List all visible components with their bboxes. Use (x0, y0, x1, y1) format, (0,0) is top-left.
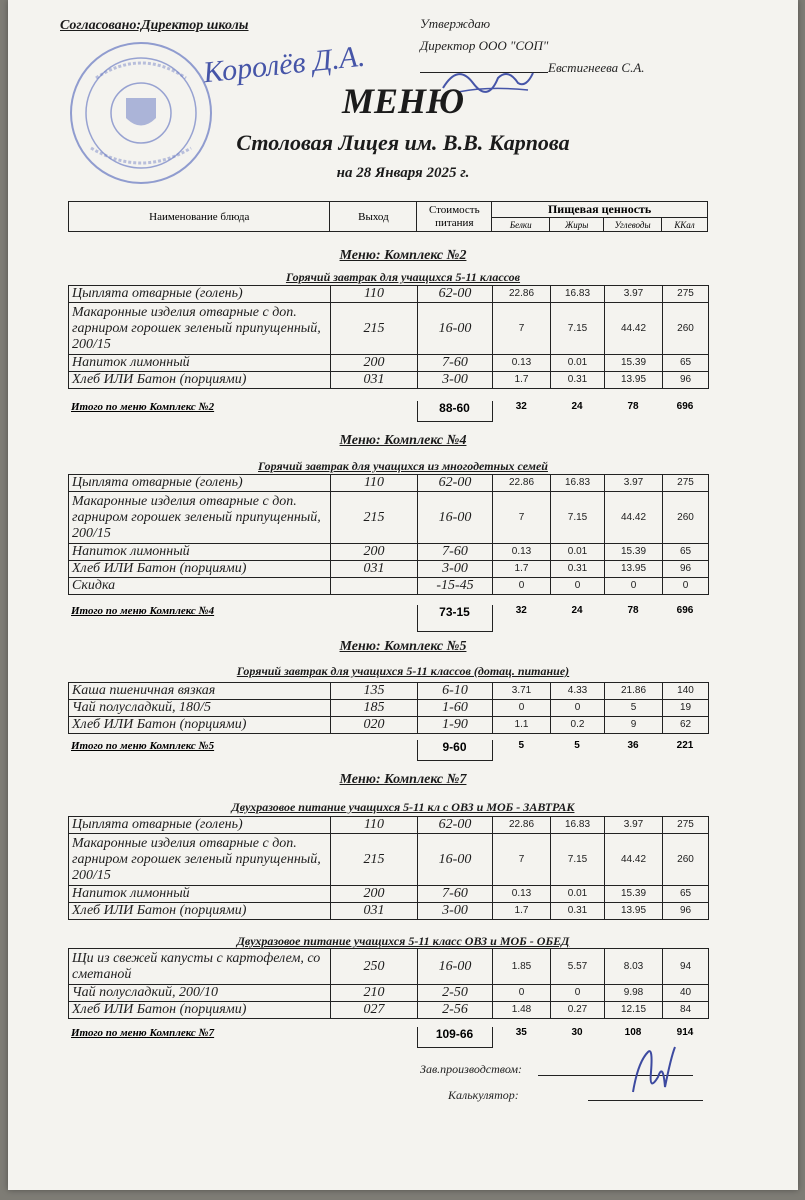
section-subtitle-lunch: Двухразовое питание учащихся 5-11 класс ОВЗ и МОБ - ОБЕД (236, 934, 570, 948)
dish-output: 135 (331, 683, 418, 700)
dish-carbs: 44.42 (605, 303, 663, 355)
table-row (69, 286, 709, 303)
col-carbs: Углеводы (604, 218, 662, 232)
dish-output: 200 (331, 544, 418, 561)
dish-protein: 7 (493, 492, 551, 544)
table-row (69, 372, 709, 389)
dish-protein: 0 (493, 578, 551, 595)
dish-carbs: 0 (605, 578, 663, 595)
dish-carbs: 3.97 (605, 817, 663, 834)
dish-output: 031 (331, 903, 418, 920)
section-subtitle: Горячий завтрак для учащихся из многодетных семей (258, 459, 548, 473)
dish-output: 210 (331, 985, 418, 1002)
dish-name: Хлеб ИЛИ Батон (порциями) (69, 372, 331, 389)
approved-role: Директор ООО "СОП" (420, 38, 549, 53)
dish-kcal: 96 (663, 561, 709, 578)
total-cost: 9-60 (417, 740, 492, 760)
dish-cost: 3-00 (418, 561, 493, 578)
dish-fat: 0.2 (551, 717, 605, 734)
col-kcal: ККал (662, 218, 708, 232)
col-nutrition: Пищевая ценность (492, 202, 708, 218)
dish-protein: 1.1 (493, 717, 551, 734)
dish-kcal: 275 (663, 475, 709, 492)
section-subtitle: Горячий завтрак для учащихся 5-11 классов (дотац. питание) (236, 664, 570, 678)
dish-protein: 0.13 (493, 886, 551, 903)
total-carbs: 108 (624, 1027, 642, 1038)
dish-fat: 4.33 (551, 683, 605, 700)
dish-kcal: 0 (663, 578, 709, 595)
calculator-label: Калькулятор: (448, 1088, 519, 1102)
dish-protein: 7 (493, 834, 551, 886)
dish-output: 110 (331, 286, 418, 303)
total-carbs: 78 (627, 401, 639, 412)
dish-cost: 62-00 (418, 817, 493, 834)
total-cost: 109-66 (417, 1027, 492, 1047)
total-label: Итого по меню Комплекс №2 (71, 401, 215, 413)
dish-cost: 16-00 (418, 303, 493, 355)
dish-kcal: 62 (663, 717, 709, 734)
dish-fat: 7.15 (551, 303, 605, 355)
table-row (69, 475, 709, 492)
dish-carbs: 9 (605, 717, 663, 734)
dish-output: 200 (331, 886, 418, 903)
calculator-signature-line (588, 1100, 703, 1101)
dish-fat: 0.01 (551, 355, 605, 372)
dish-protein: 3.71 (493, 683, 551, 700)
dish-protein: 22.86 (493, 475, 551, 492)
dish-output: 215 (331, 834, 418, 886)
total-fat: 24 (571, 605, 583, 616)
table-row (69, 817, 709, 834)
dish-cost: 7-60 (418, 544, 493, 561)
dish-fat: 7.15 (551, 834, 605, 886)
total-carbs: 36 (627, 740, 639, 751)
table-row (69, 717, 709, 734)
dish-protein: 0 (493, 700, 551, 717)
dish-fat: 16.83 (551, 475, 605, 492)
total-label: Итого по меню Комплекс №5 (71, 740, 215, 752)
dish-fat: 16.83 (551, 817, 605, 834)
dish-fat: 0 (551, 700, 605, 717)
dish-cost: 16-00 (418, 492, 493, 544)
table-row (69, 303, 709, 355)
total-kcal: 221 (676, 740, 694, 751)
section-title: Меню: Комплекс №2 (339, 248, 467, 263)
dish-carbs: 15.39 (605, 355, 663, 372)
dish-name: Хлеб ИЛИ Батон (порциями) (69, 903, 331, 920)
table-row (69, 903, 709, 920)
total-fat: 24 (571, 401, 583, 412)
section-total (68, 1027, 708, 1048)
dish-cost: 2-50 (418, 985, 493, 1002)
dish-name: Макаронные изделия отварные с доп. гарниром горошек зеленый припущенный, 200/15 (69, 834, 331, 886)
table-row (69, 492, 709, 544)
dish-name: Макаронные изделия отварные с доп. гарниром горошек зеленый припущенный, 200/15 (69, 303, 331, 355)
total-cost: 73-15 (417, 605, 492, 631)
dish-carbs: 9.98 (605, 985, 663, 1002)
handwritten-signature: Королёв Д.А. (201, 39, 367, 90)
column-header (68, 201, 708, 232)
approved-word: Утверждаю (420, 16, 491, 31)
dish-output: 250 (331, 949, 418, 985)
dish-kcal: 260 (663, 303, 709, 355)
col-fat: Жиры (550, 218, 604, 232)
dish-fat: 0.31 (551, 561, 605, 578)
dish-cost: 1-60 (418, 700, 493, 717)
calculator-signature-icon (623, 1042, 683, 1097)
dish-kcal: 260 (663, 492, 709, 544)
dish-fat: 16.83 (551, 286, 605, 303)
dish-output (331, 578, 418, 595)
dish-name: Щи из свежей капусты с картофелем, со сметаной (69, 949, 331, 985)
dish-carbs: 5 (605, 700, 663, 717)
section-title: Меню: Комплекс №7 (339, 772, 467, 787)
dish-protein: 1.7 (493, 903, 551, 920)
table-row (69, 985, 709, 1002)
dish-kcal: 96 (663, 372, 709, 389)
total-fat: 30 (571, 1027, 583, 1038)
canteen-name: Столовая Лицея им. В.В. Карпова (236, 130, 570, 155)
dish-output: 031 (331, 561, 418, 578)
dish-output: 215 (331, 492, 418, 544)
table-row (69, 886, 709, 903)
table-row (69, 683, 709, 700)
dish-fat: 0 (551, 578, 605, 595)
dish-carbs: 8.03 (605, 949, 663, 985)
approved-name: Евстигнеева С.А. (548, 60, 645, 75)
table-row (69, 544, 709, 561)
total-cost: 88-60 (417, 401, 492, 421)
dish-cost: 1-90 (418, 717, 493, 734)
table-row (69, 700, 709, 717)
col-protein: Белки (492, 218, 550, 232)
dish-kcal: 275 (663, 286, 709, 303)
table-row (69, 578, 709, 595)
production-label: Зав.производством: (420, 1062, 523, 1076)
table-row (69, 949, 709, 985)
col-name: Наименование блюда (69, 202, 330, 232)
total-carbs: 78 (627, 605, 639, 616)
dish-fat: 5.57 (551, 949, 605, 985)
dish-name: Цыплята отварные (голень) (69, 475, 331, 492)
dish-kcal: 65 (663, 886, 709, 903)
total-protein: 32 (515, 401, 527, 412)
dish-cost: 16-00 (418, 949, 493, 985)
dish-output: 200 (331, 355, 418, 372)
dish-fat: 0.31 (551, 372, 605, 389)
dish-carbs: 44.42 (605, 492, 663, 544)
dish-kcal: 65 (663, 544, 709, 561)
dish-carbs: 13.95 (605, 372, 663, 389)
dish-output: 110 (331, 817, 418, 834)
section-table (68, 682, 709, 734)
dish-protein: 1.7 (493, 372, 551, 389)
dish-cost: 2-56 (418, 1002, 493, 1019)
dish-carbs: 15.39 (605, 886, 663, 903)
dish-kcal: 94 (663, 949, 709, 985)
dish-kcal: 260 (663, 834, 709, 886)
dish-output: 215 (331, 303, 418, 355)
dish-carbs: 3.97 (605, 286, 663, 303)
dish-name: Цыплята отварные (голень) (69, 817, 331, 834)
dish-carbs: 3.97 (605, 475, 663, 492)
dish-name: Каша пшеничная вязкая (69, 683, 331, 700)
dish-output: 110 (331, 475, 418, 492)
dish-output: 031 (331, 372, 418, 389)
dish-cost: 62-00 (418, 475, 493, 492)
dish-fat: 0 (551, 985, 605, 1002)
total-protein: 32 (515, 605, 527, 616)
dish-kcal: 140 (663, 683, 709, 700)
dish-name: Хлеб ИЛИ Батон (порциями) (69, 717, 331, 734)
section-subtitle: Горячий завтрак для учащихся 5-11 классов (285, 270, 521, 284)
agreed-label: Согласовано:Директор школы (60, 18, 249, 33)
dish-fat: 0.01 (551, 544, 605, 561)
dish-cost: 3-00 (418, 903, 493, 920)
total-protein: 35 (515, 1027, 527, 1038)
dish-carbs: 21.86 (605, 683, 663, 700)
col-output: Выход (330, 202, 417, 232)
dish-output: 020 (331, 717, 418, 734)
dish-kcal: 19 (663, 700, 709, 717)
dish-kcal: 275 (663, 817, 709, 834)
dish-fat: 7.15 (551, 492, 605, 544)
dish-cost: 16-00 (418, 834, 493, 886)
total-label: Итого по меню Комплекс №4 (71, 605, 215, 617)
section-total (68, 605, 708, 632)
table-row (69, 1002, 709, 1019)
dish-cost: 62-00 (418, 286, 493, 303)
dish-kcal: 84 (663, 1002, 709, 1019)
dish-name: Хлеб ИЛИ Батон (порциями) (69, 1002, 331, 1019)
dish-protein: 1.48 (493, 1002, 551, 1019)
dish-name: Скидка (69, 578, 331, 595)
dish-carbs: 13.95 (605, 903, 663, 920)
dish-protein: 22.86 (493, 817, 551, 834)
dish-kcal: 96 (663, 903, 709, 920)
dish-name: Макаронные изделия отварные с доп. гарниром горошек зеленый припущенный, 200/15 (69, 492, 331, 544)
total-fat: 5 (574, 740, 580, 751)
dish-cost: 7-60 (418, 355, 493, 372)
dish-protein: 7 (493, 303, 551, 355)
dish-kcal: 40 (663, 985, 709, 1002)
dish-protein: 1.7 (493, 561, 551, 578)
dish-cost: 7-60 (418, 886, 493, 903)
dish-name: Хлеб ИЛИ Батон (порциями) (69, 561, 331, 578)
dish-carbs: 13.95 (605, 561, 663, 578)
dish-name: Чай полусладкий, 200/10 (69, 985, 331, 1002)
dish-protein: 1.85 (493, 949, 551, 985)
dish-carbs: 12.15 (605, 1002, 663, 1019)
total-kcal: 696 (676, 401, 694, 412)
total-protein: 5 (518, 740, 525, 751)
dish-carbs: 44.42 (605, 834, 663, 886)
menu-sheet (8, 0, 798, 1190)
dish-fat: 0.27 (551, 1002, 605, 1019)
section-subtitle: Двухразовое питание учащихся 5-11 кл с ОВЗ и МОБ - ЗАВТРАК (231, 800, 575, 814)
col-cost: Стоимость питания (417, 202, 492, 232)
dish-cost: 3-00 (418, 372, 493, 389)
dish-carbs: 15.39 (605, 544, 663, 561)
dish-cost: -15-45 (418, 578, 493, 595)
dish-name: Чай полусладкий, 180/5 (69, 700, 331, 717)
section-table (68, 816, 709, 920)
section-title: Меню: Комплекс №4 (339, 433, 467, 448)
section-table (68, 474, 709, 595)
dish-fat: 0.01 (551, 886, 605, 903)
dish-output: 027 (331, 1002, 418, 1019)
total-kcal: 914 (676, 1027, 694, 1038)
dish-fat: 0.31 (551, 903, 605, 920)
table-row (69, 834, 709, 886)
dish-name: Напиток лимонный (69, 544, 331, 561)
table-row (69, 355, 709, 372)
dish-name: Напиток лимонный (69, 886, 331, 903)
dish-protein: 0 (493, 985, 551, 1002)
dish-protein: 0.13 (493, 544, 551, 561)
dish-name: Напиток лимонный (69, 355, 331, 372)
section-title: Меню: Комплекс №5 (339, 639, 467, 654)
dish-name: Цыплята отварные (голень) (69, 286, 331, 303)
menu-date: на 28 Января 2025 г. (336, 165, 470, 181)
dish-kcal: 65 (663, 355, 709, 372)
dish-protein: 22.86 (493, 286, 551, 303)
menu-title: МЕНЮ (341, 81, 465, 121)
total-label: Итого по меню Комплекс №7 (71, 1027, 215, 1039)
section-table (68, 285, 709, 389)
section-total (68, 740, 708, 761)
section-table-lunch (68, 948, 709, 1019)
section-total (68, 401, 708, 422)
dish-cost: 6-10 (418, 683, 493, 700)
dish-output: 185 (331, 700, 418, 717)
total-kcal: 696 (676, 605, 694, 616)
table-row (69, 561, 709, 578)
dish-protein: 0.13 (493, 355, 551, 372)
